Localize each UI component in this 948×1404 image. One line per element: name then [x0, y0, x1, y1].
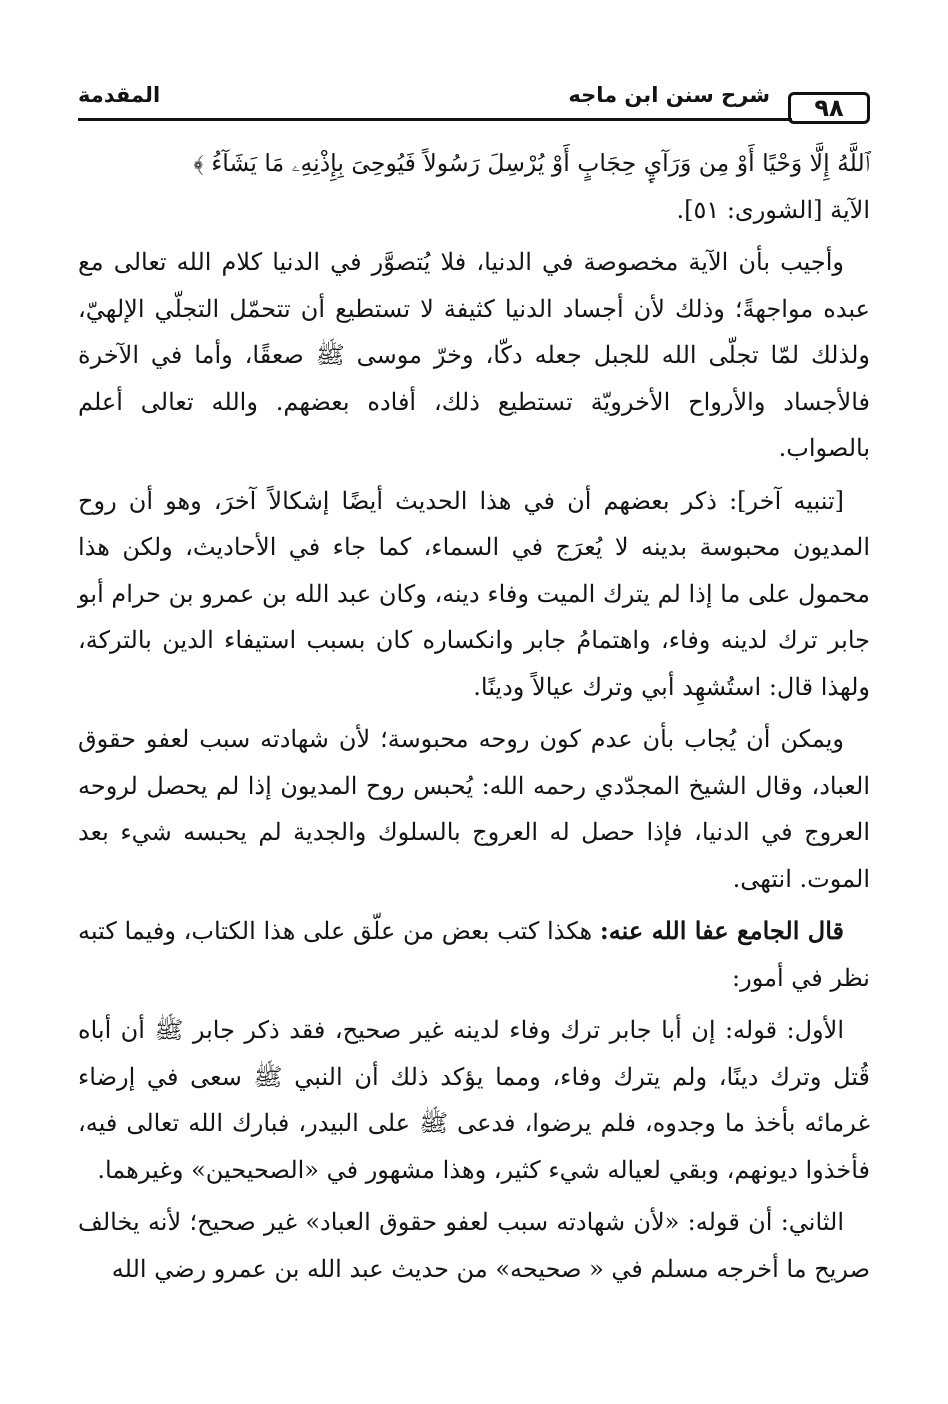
paragraph-answer: وأجيب بأن الآية مخصوصة في الدنيا، فلا يُتصوَّر في الدنيا كلام الله تعالى مع عبده مواجهةً؛ وذلك لأن أجساد الدنيا كثيفة لا تستطيع أن تتحمّل التجلّي الإلهيّ، ولذلك لمّا تجلّى الله للجبل جعله دكّا، وخرّ موسى ﷺ صعقًا، وأما في الآخرة فالأجساد والأرواح الأخرويّة تستطيع ذلك، أفاده بعضهم. والله تعالى أعلم بالصواب.: [78, 248, 870, 462]
verse-reference: الآية [الشورى: ٥١].: [676, 195, 870, 224]
compiler-remark-text: هكذا كتب بعض من علّق على هذا الكتاب، وفيما كتبه نظر في أمور:: [78, 917, 870, 992]
paragraph-first-point: الأول: قوله: إن أبا جابر ترك وفاء لدينه غير صحيح، فقد ذكر جابر ﷺ أن أباه قُتل وترك دينًا، ولم يترك وفاء، ومما يؤكد ذلك أن النبي ﷺ سعى في إرضاء غرمائه بأخذ ما وجدوه، فلم يرضوا، فدعى ﷺ على البيدر، فبارك الله تعالى فيه، فأخذوا ديونهم، وبقي لعياله شيء كثير، وهذا مشهور في «الصحيحين» وغيرهما.: [78, 1016, 870, 1184]
header-rule: [78, 118, 792, 121]
compiler-remark-lead: قال الجامع عفا الله عنه:: [599, 916, 844, 945]
book-title: شرح سنن ابن ماجه: [568, 83, 770, 107]
quran-verse-block: [78, 140, 870, 233]
paragraph-another-note: [تنبيه آخر]: ذكر بعضهم أن في هذا الحديث أيضًا إشكالاً آخرَ، وهو أن روح المديون محبوسة بدينه لا يُعرَج في السماء، كما جاء في الأحاديث، ولكن هذا محمول على ما إذا لم يترك الميت وفاء دينه، وكان عبد الله بن عمرو بن حرام أبو جابر ترك لدينه وفاء، واهتمامُ جابر وانكساره كان بسبب استيفاء الدين بالتركة، ولهذا قال: استُشهِد أبي وترك عيالاً ودينًا.: [78, 486, 870, 701]
section-title: المقدمة: [78, 83, 161, 107]
paragraph-possible-answer: ويمكن أن يُجاب بأن عدم كون روحه محبوسة؛ لأن شهادته سبب لعفو حقوق العباد، وقال الشيخ المجدّدي رحمه الله: يُحبس روح المديون إذا لم يحصل لروحه العروج في الدنيا، فإذا حصل له العروج بالسلوك والجدية لم يحبسه شيء بعد الموت. انتهى.: [78, 725, 870, 893]
page-body: [78, 140, 870, 1298]
page-number: ٩٨: [788, 92, 870, 124]
paragraph-compiler-remark: [78, 908, 870, 1001]
running-header: [78, 82, 870, 128]
quran-verse: ٱللَّهُ إِلَّا وَحْيًا أَوْ مِن وَرَآيِٕ حِجَابٍ أَوْ يُرْسِلَ رَسُولاً فَيُوحِىَ بِإِذْنِهِۦ مَا يَشَآءُ ﴾: [193, 149, 870, 177]
paragraph-second-point: الثاني: أن قوله: «لأن شهادته سبب لعفو حقوق العباد» غير صحيح؛ لأنه يخالف صريح ما أخرجه مسلم في « صحيحه» من حديث عبد الله بن عمرو رضي الله: [78, 1208, 870, 1283]
